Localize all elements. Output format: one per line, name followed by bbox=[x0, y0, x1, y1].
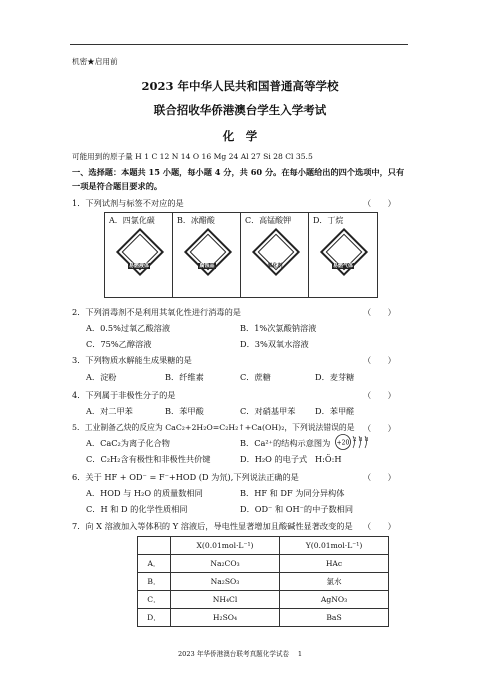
q6-answer-paren: （ ） bbox=[363, 472, 396, 482]
q2-option-d: D．3%双氧水溶液 bbox=[240, 339, 309, 349]
q5-option-a: A．CaC₂为离子化合物 bbox=[86, 438, 170, 448]
q2-option-a: A．0.5%过氧乙酸溶液 bbox=[86, 323, 171, 333]
subject-title: 化 学 bbox=[222, 129, 258, 143]
q1-option-b-label: B．冰醋酸 bbox=[177, 216, 215, 225]
q2-option-b: B．1%次氯酸钠溶液 bbox=[240, 323, 317, 333]
q3-option-b: B．纤维素 bbox=[165, 372, 204, 382]
q6-option-a: A．HOD 与 H₂O 的质量数相同 bbox=[86, 488, 203, 498]
q1-option-a bbox=[105, 213, 173, 297]
table-header-row bbox=[138, 537, 389, 555]
table-row bbox=[138, 609, 389, 627]
q1-label-c-text: 氧化剂 bbox=[267, 263, 283, 269]
exam-title-line1: 2023 年中华人民共和国普通高等学校 bbox=[141, 79, 339, 93]
q4-stem: 4．下列属于非极性分子的是 bbox=[72, 390, 176, 400]
q7-stem: 7．向 X 溶液加入等体积的 Y 溶液后，导电性显著增加且酸碱性显著改变的是 bbox=[72, 521, 353, 531]
q1-label-b-text: 腐蚀品 bbox=[199, 263, 215, 269]
q1-option-a-label: A．四氯化碳 bbox=[109, 216, 155, 225]
q3-option-c: C．蔗糖 bbox=[240, 372, 271, 382]
q1-option-b bbox=[173, 213, 241, 297]
table-cell: H₂SO₄ bbox=[171, 609, 280, 627]
table-cell: B． bbox=[138, 573, 171, 591]
table-cell: Na₂CO₃ bbox=[171, 555, 280, 573]
q2-answer-paren: （ ） bbox=[363, 307, 396, 317]
exam-title-line2: 联合招收华侨港澳台学生入学考试 bbox=[153, 103, 327, 117]
q3-option-d: D．麦芽糖 bbox=[315, 372, 355, 382]
top-rule bbox=[70, 44, 408, 45]
q5-option-b: B．Ca²⁺的结构示意图为 bbox=[240, 438, 331, 448]
q4-option-c: C．对硝基甲苯 bbox=[240, 406, 296, 416]
q3-option-a: A．淀粉 bbox=[86, 372, 117, 382]
q4-option-b: B．苯甲酸 bbox=[165, 406, 204, 416]
q1-label-table bbox=[104, 212, 378, 298]
q1-stem: 1．下列试剂与标签不对应的是 bbox=[72, 198, 184, 208]
table-header-cell: Y(0.01mol·L⁻¹) bbox=[280, 537, 389, 555]
table-row bbox=[138, 555, 389, 573]
q7-table bbox=[137, 536, 389, 627]
q6-option-b: B．HF 和 DF 为同分异构体 bbox=[240, 488, 345, 498]
q2-stem: 2．下列消毒剂不是利用其氧化性进行消毒的是 bbox=[72, 307, 241, 317]
q1-option-d bbox=[309, 213, 377, 297]
table-cell: NH₄Cl bbox=[171, 591, 280, 609]
table-cell: C． bbox=[138, 591, 171, 609]
q5-stem: 5．工业制备乙炔的反应为 CaC₂+2H₂O=C₂H₂↑+Ca(OH)₂，下列说法错误的是 bbox=[72, 423, 355, 432]
q6-option-c: C．H 和 D 的化学性质相同 bbox=[86, 504, 188, 514]
table-header-cell: X(0.01mol·L⁻¹) bbox=[171, 537, 280, 555]
q5-answer-paren: （ ） bbox=[363, 423, 396, 433]
svg-text:+20: +20 bbox=[336, 439, 350, 447]
q5-option-d: D．H₂O 的电子式 bbox=[240, 454, 308, 464]
q1-answer-paren: （ ） bbox=[363, 198, 396, 208]
table-cell: BaS bbox=[280, 609, 389, 627]
q1-option-c bbox=[241, 213, 309, 297]
table-header-cell bbox=[138, 537, 171, 555]
table-cell: AgNO₃ bbox=[280, 591, 389, 609]
table-cell: HAc bbox=[280, 555, 389, 573]
q6-stem: 6．关于 HF + OD⁻ = F⁻+HOD (D 为氘),下列说法正确的是 bbox=[72, 472, 299, 482]
q4-answer-paren: （ ） bbox=[363, 390, 396, 400]
atomic-masses: 可能用到的原子量 H 1 C 12 N 14 O 16 Mg 24 Al 27 Si 28 Cl 35.5 bbox=[72, 152, 313, 161]
q7-answer-paren: （ ） bbox=[363, 521, 396, 531]
table-row bbox=[138, 591, 389, 609]
table-cell: A． bbox=[138, 555, 171, 573]
ca-ion-shells: 2 8 8 bbox=[353, 437, 369, 443]
table-cell: 氯水 bbox=[280, 573, 389, 591]
q1-label-a-text: 易燃液体 bbox=[128, 263, 149, 269]
page-footer: 2023 年华侨港澳台联考真题化学试卷 1 bbox=[177, 650, 303, 658]
q1-option-d-label: D．丁烷 bbox=[313, 216, 344, 225]
q5-option-c: C．C₂H₂含有极性和非极性共价键 bbox=[86, 454, 211, 464]
table-cell: Na₂SO₃ bbox=[171, 573, 280, 591]
confidential-mark: 机密★启用前 bbox=[72, 57, 118, 66]
q2-option-c: C．75%乙醇溶液 bbox=[86, 339, 152, 349]
q1-option-c-label: C．高锰酸钾 bbox=[245, 216, 292, 225]
section-instruction-line1: 一、选择题：本题共 15 小题，每小题 4 分，共 60 分。在每小题给出的四个选项中，只有 bbox=[72, 167, 405, 177]
q6-option-d: D．OD⁻ 和 OH⁻的中子数相同 bbox=[240, 504, 354, 514]
section-instruction-line2: 一项是符合题目要求的。 bbox=[72, 181, 163, 191]
q1-label-d-text: 易燃气体 bbox=[332, 263, 353, 269]
q4-option-a: A．对二甲苯 bbox=[86, 406, 133, 416]
q4-option-d: D．苯甲醛 bbox=[315, 406, 355, 416]
table-row bbox=[138, 573, 389, 591]
q3-answer-paren: （ ） bbox=[363, 355, 396, 365]
table-cell: D． bbox=[138, 609, 171, 627]
water-lewis-structure: H:Ö:H bbox=[315, 454, 342, 464]
q3-stem: 3．下列物质水解能生成果糖的是 bbox=[72, 355, 192, 365]
